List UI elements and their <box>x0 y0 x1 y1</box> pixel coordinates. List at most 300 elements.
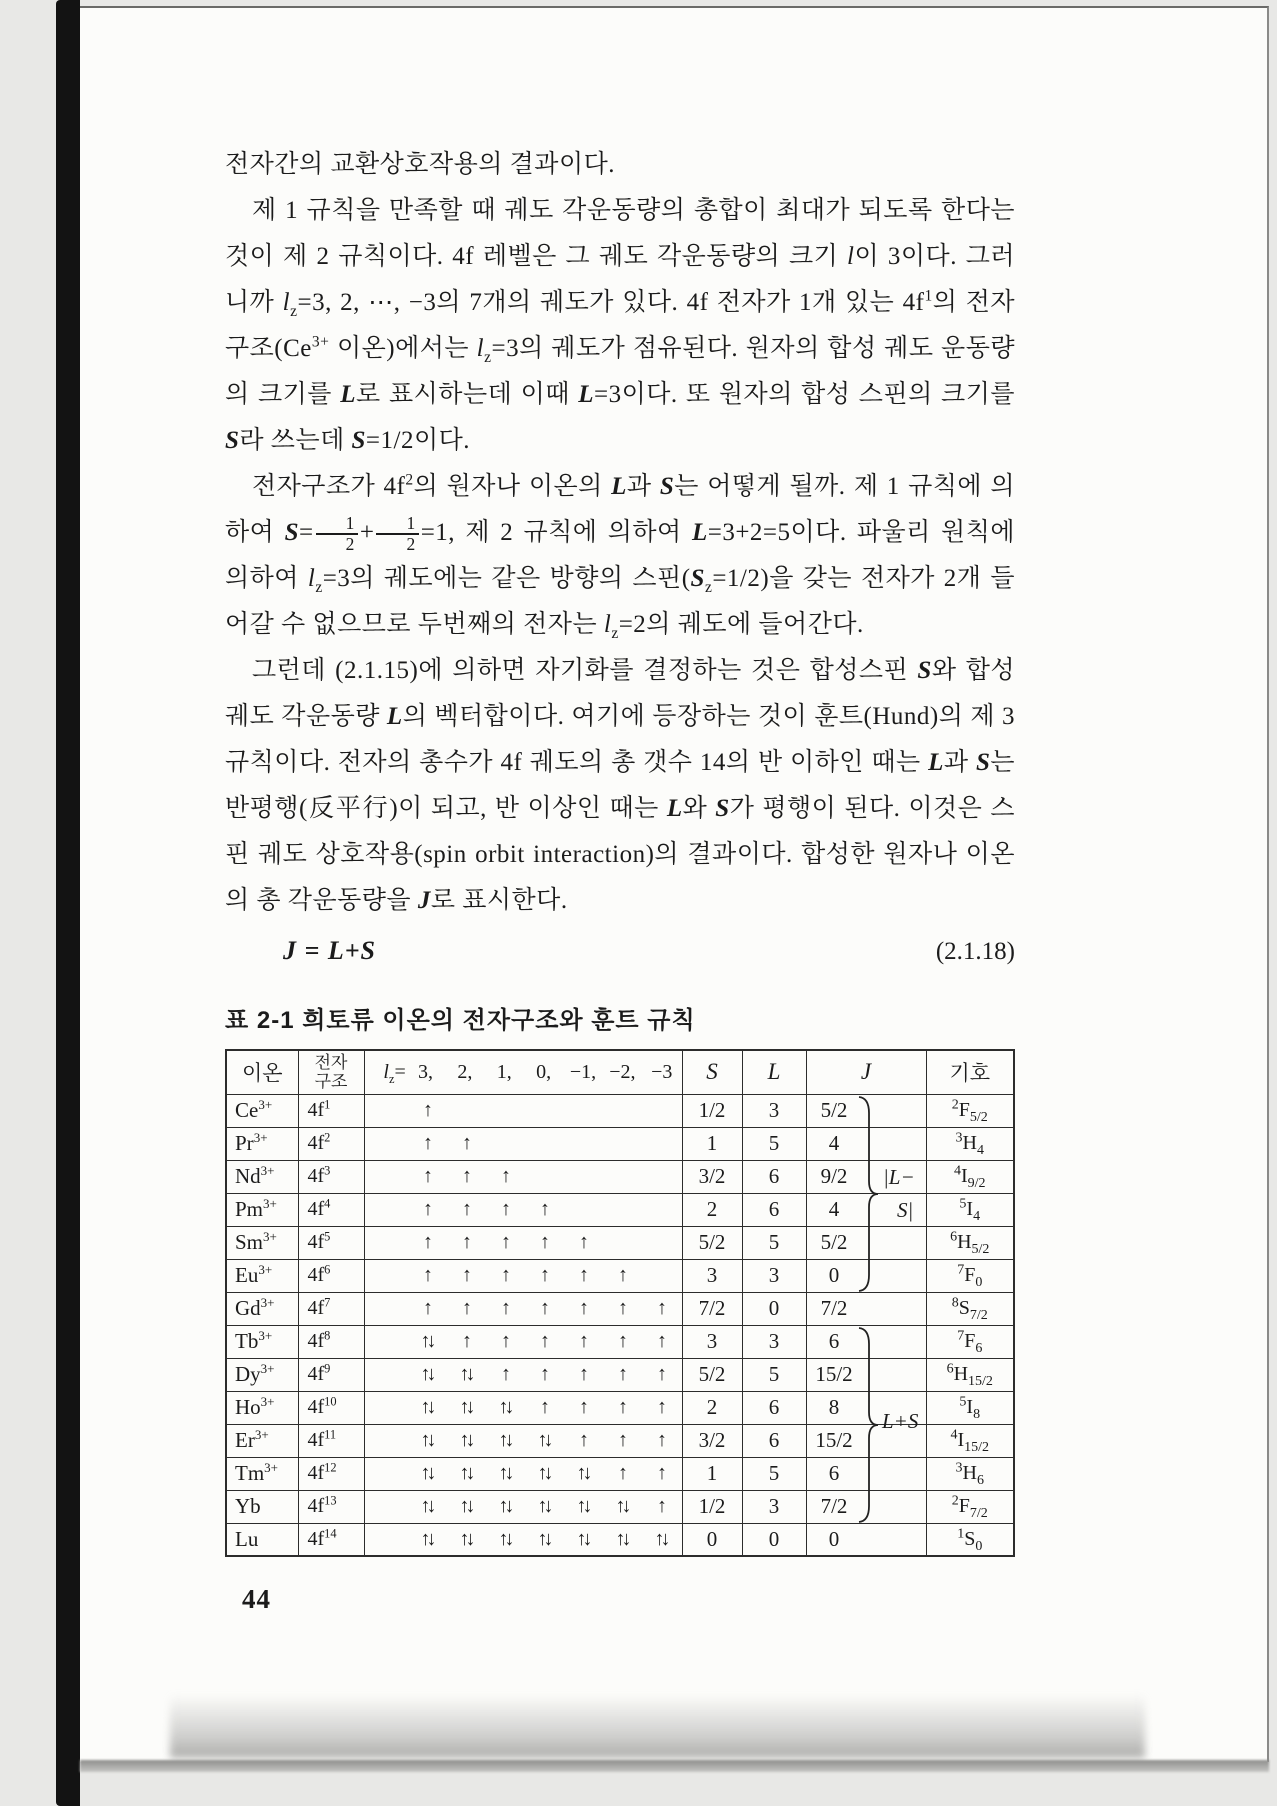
j-value-cell: 15/2 <box>806 1358 926 1391</box>
table-row <box>226 1127 1014 1160</box>
config-label: 4f <box>307 1462 325 1484</box>
brace-label-l-minus-s-line1: |L− <box>883 1165 915 1189</box>
term-symbol-cell <box>926 1193 1014 1226</box>
up-down-arrow-icon: ↑↓ <box>420 1495 433 1517</box>
empty-orbital <box>604 1132 643 1155</box>
equation-number: (2.1.18) <box>935 938 1015 965</box>
up-down-arrow-icon: ↑↓ <box>459 1527 472 1550</box>
arrows-cell <box>364 1127 682 1160</box>
up-arrow-icon: ↑ <box>579 1297 589 1319</box>
ion-cell <box>226 1457 298 1490</box>
empty-orbital <box>643 1264 682 1287</box>
arrows-cell <box>364 1424 682 1457</box>
up-arrow-icon: ↑ <box>501 1198 511 1220</box>
term-letter: H <box>962 1132 977 1154</box>
up-arrow-icon: ↑ <box>540 1363 550 1385</box>
term-letter: S <box>958 1297 970 1319</box>
empty-orbital <box>565 1132 604 1155</box>
orbital-value-cell: 6 <box>742 1193 806 1226</box>
up-arrow-icon: ↑ <box>540 1231 550 1253</box>
lz-tick: −2, <box>609 1060 636 1083</box>
up-arrow-icon: ↑ <box>462 1198 472 1220</box>
orbital-arrows <box>365 1231 682 1254</box>
spin-value-cell: 1/2 <box>682 1490 742 1523</box>
config-count: 1 <box>324 1097 331 1112</box>
arrows-cell <box>364 1523 682 1556</box>
empty-orbital <box>643 1165 682 1188</box>
term-multiplicity: 8 <box>951 1295 959 1311</box>
spin-value-cell: 5/2 <box>682 1226 742 1259</box>
orbital-value-cell: 6 <box>742 1424 806 1457</box>
lz-ticks <box>406 1061 682 1084</box>
term-symbol-cell <box>926 1160 1014 1193</box>
orbital-value-cell: 3 <box>742 1094 806 1127</box>
term-multiplicity: 2 <box>951 1097 959 1113</box>
book-page <box>80 6 1269 1762</box>
paragraph-3: 전자구조가 $4f^2$의 원자나 이온의 L과 S는 어떻게 될까. 제 1 규칙에 의하여 S= $\frac{1}{2}$ + $\frac{1}{2}$ =1, 제 2 규칙에 의하여 L=3+2=5이다. 파울리 원칙에 의하여 $l_z=3$의 궤도에는 같은 방향의 스핀$(S_z=1/2)$을 갖는 전자가 2개 들어갈 수 없으므로 두번째의 전자는 $l_z=2$의 궤도에 들어간다. <box>225 471 1015 642</box>
ion-label: Ce <box>235 1098 259 1122</box>
term-j: 0 <box>975 1275 983 1290</box>
table-row <box>226 1226 1014 1259</box>
spin-value-cell: 3 <box>682 1325 742 1358</box>
orbital-value-cell: 3 <box>742 1325 806 1358</box>
config-count: 12 <box>324 1460 337 1475</box>
brace-l-plus-s <box>857 1326 879 1524</box>
config-label: 4f <box>307 1231 325 1253</box>
up-arrow-icon: ↑ <box>618 1396 628 1418</box>
spin-value-cell: 3/2 <box>682 1424 742 1457</box>
up-down-arrow-icon: ↑↓ <box>420 1429 433 1451</box>
config-count: 6 <box>324 1262 331 1277</box>
config-count: 7 <box>324 1295 331 1310</box>
up-arrow-icon: ↑ <box>579 1363 589 1385</box>
term-letter: F <box>964 1264 976 1286</box>
spin-value-cell: 1/2 <box>682 1094 742 1127</box>
orbital-arrows <box>365 1363 682 1386</box>
term-letter: H <box>962 1462 977 1484</box>
arrows-cell <box>364 1457 682 1490</box>
arrows-cell <box>364 1391 682 1424</box>
empty-orbital <box>526 1132 565 1155</box>
table-row <box>226 1325 1014 1358</box>
equation-expression: J = L+S <box>283 936 376 965</box>
arrows-cell <box>364 1490 682 1523</box>
config-count: 3 <box>324 1163 331 1178</box>
j-value-cell: 0 <box>806 1523 926 1556</box>
term-multiplicity: 6 <box>946 1361 954 1377</box>
up-arrow-icon: ↑ <box>501 1330 511 1352</box>
term-j: 9/2 <box>967 1176 986 1191</box>
up-down-arrow-icon: ↑↓ <box>459 1363 472 1385</box>
up-down-arrow-icon: ↑↓ <box>459 1495 472 1517</box>
orbital-value-cell: 5 <box>742 1127 806 1160</box>
config-cell <box>298 1358 364 1391</box>
empty-orbital <box>487 1132 526 1155</box>
header-total-j: J <box>806 1050 926 1094</box>
up-down-arrow-icon: ↑↓ <box>498 1429 511 1451</box>
up-down-arrow-icon: ↑↓ <box>459 1462 472 1484</box>
paragraph-1: 전자간의 교환상호작용의 결과이다. <box>225 151 616 178</box>
ion-label: Tm <box>235 1461 265 1485</box>
up-down-arrow-icon: ↑↓ <box>576 1527 589 1550</box>
term-letter: I <box>960 1165 968 1187</box>
up-down-arrow-icon: ↑↓ <box>615 1527 628 1550</box>
arrows-cell <box>364 1094 682 1127</box>
up-arrow-icon: ↑ <box>423 1297 433 1319</box>
hund-rules-table <box>225 1049 1015 1557</box>
up-arrow-icon: ↑ <box>579 1429 589 1451</box>
orbital-value-cell: 0 <box>742 1523 806 1556</box>
ion-cell <box>226 1523 298 1556</box>
orbital-arrows <box>365 1099 682 1122</box>
orbital-arrows <box>365 1330 682 1353</box>
orbital-arrows <box>365 1495 682 1518</box>
up-arrow-icon: ↑ <box>462 1330 472 1352</box>
term-multiplicity: 1 <box>957 1526 965 1542</box>
up-arrow-icon: ↑ <box>618 1264 628 1286</box>
up-arrow-icon: ↑ <box>579 1330 589 1352</box>
lz-symbol: l <box>383 1060 389 1083</box>
up-arrow-icon: ↑ <box>579 1264 589 1286</box>
lz-prefix <box>365 1061 406 1084</box>
ion-label: Yb <box>235 1494 261 1518</box>
ion-charge: 3+ <box>260 1361 275 1376</box>
term-symbol-cell <box>926 1259 1014 1292</box>
config-count: 8 <box>324 1328 331 1343</box>
orbital-arrows <box>365 1132 682 1155</box>
term-symbol-cell <box>926 1358 1014 1391</box>
ion-label: Er <box>235 1428 255 1452</box>
empty-orbital <box>565 1198 604 1221</box>
up-arrow-icon: ↑ <box>423 1264 433 1286</box>
ion-label: Tb <box>235 1329 259 1353</box>
term-multiplicity: 2 <box>951 1493 959 1509</box>
term-multiplicity: 7 <box>957 1262 965 1278</box>
up-arrow-icon: ↑ <box>540 1396 550 1418</box>
up-down-arrow-icon: ↑↓ <box>498 1495 511 1517</box>
term-multiplicity: 5 <box>959 1196 967 1212</box>
arrows-cell <box>364 1160 682 1193</box>
header-config-line2: 구조 <box>314 1072 348 1092</box>
config-count: 2 <box>324 1130 331 1145</box>
up-arrow-icon: ↑ <box>540 1297 550 1319</box>
header-ion: 이온 <box>226 1050 298 1094</box>
lz-tick: 3, <box>417 1060 433 1083</box>
ion-cell <box>226 1259 298 1292</box>
term-symbol-cell <box>926 1391 1014 1424</box>
page-bottom-edge <box>80 1760 1269 1772</box>
up-arrow-icon: ↑ <box>423 1198 433 1220</box>
config-count: 4 <box>324 1196 331 1211</box>
up-arrow-icon: ↑ <box>501 1264 511 1286</box>
j-value-cell: 5/2 <box>806 1094 926 1127</box>
ion-cell <box>226 1358 298 1391</box>
empty-orbital <box>643 1099 682 1122</box>
term-multiplicity: 6 <box>950 1229 958 1245</box>
ion-label: Eu <box>235 1263 259 1287</box>
up-down-arrow-icon: ↑↓ <box>420 1363 433 1385</box>
orbital-arrows <box>365 1462 682 1485</box>
header-orbital: L <box>742 1050 806 1094</box>
up-down-arrow-icon: ↑↓ <box>537 1462 550 1484</box>
term-letter: I <box>957 1429 965 1451</box>
table-header-row <box>226 1050 1014 1094</box>
orbital-arrows <box>365 1264 682 1287</box>
book-spine <box>56 0 80 1806</box>
ion-label: Ho <box>235 1395 261 1419</box>
config-cell <box>298 1391 364 1424</box>
term-symbol-cell <box>926 1490 1014 1523</box>
ion-label: Nd <box>235 1164 261 1188</box>
term-j: 6 <box>975 1341 983 1356</box>
brace-label-l-minus-s-line2: S| <box>897 1198 914 1222</box>
up-arrow-icon: ↑ <box>657 1330 667 1352</box>
up-arrow-icon: ↑ <box>579 1396 589 1418</box>
term-multiplicity: 5 <box>959 1394 967 1410</box>
orbital-arrows <box>365 1429 682 1452</box>
term-letter: H <box>953 1363 969 1385</box>
spin-value-cell: 3 <box>682 1259 742 1292</box>
j-value-cell: 7/2 <box>806 1490 926 1523</box>
ion-cell <box>226 1094 298 1127</box>
up-arrow-icon: ↑ <box>579 1231 589 1253</box>
up-arrow-icon: ↑ <box>501 1363 511 1385</box>
ion-label: Sm <box>235 1230 264 1254</box>
ion-label: Gd <box>235 1296 261 1320</box>
header-lz <box>364 1050 682 1094</box>
empty-orbital <box>487 1099 526 1122</box>
brace-l-minus-s <box>857 1095 879 1293</box>
empty-orbital <box>604 1198 643 1221</box>
ion-charge: 3+ <box>253 1130 268 1145</box>
orbital-value-cell: 6 <box>742 1160 806 1193</box>
orbital-arrows <box>365 1297 682 1320</box>
ion-charge: 3+ <box>260 1295 275 1310</box>
brace-label-l-plus-s: L+S <box>882 1409 919 1433</box>
orbital-value-cell: 6 <box>742 1391 806 1424</box>
ion-cell <box>226 1292 298 1325</box>
header-spin: S <box>682 1050 742 1094</box>
term-symbol-cell <box>926 1457 1014 1490</box>
table-row <box>226 1490 1014 1523</box>
lz-equals: = <box>394 1060 406 1083</box>
spin-value-cell: 2 <box>682 1391 742 1424</box>
config-count: 13 <box>324 1493 337 1508</box>
up-arrow-icon: ↑ <box>657 1363 667 1385</box>
j-value-cell: 4 <box>806 1193 926 1226</box>
lz-header <box>365 1061 682 1084</box>
orbital-value-cell: 0 <box>742 1292 806 1325</box>
lz-tick: −3 <box>651 1060 673 1083</box>
term-letter: F <box>958 1099 970 1121</box>
ion-charge: 3+ <box>258 1097 273 1112</box>
term-letter: F <box>958 1495 970 1517</box>
config-count: 5 <box>324 1229 331 1244</box>
term-multiplicity: 4 <box>950 1427 958 1443</box>
config-cell <box>298 1457 364 1490</box>
term-j: 7/2 <box>969 1506 988 1521</box>
config-label: 4f <box>307 1099 325 1121</box>
up-arrow-icon: ↑ <box>501 1297 511 1319</box>
config-label: 4f <box>307 1330 325 1352</box>
up-down-arrow-icon: ↑↓ <box>420 1462 433 1484</box>
ion-cell <box>226 1424 298 1457</box>
lz-tick: 2, <box>457 1060 473 1083</box>
term-j: 4 <box>976 1143 984 1158</box>
up-arrow-icon: ↑ <box>462 1264 472 1286</box>
table-wrap <box>225 1049 1013 1557</box>
table-row <box>226 1523 1014 1556</box>
term-j: 5/2 <box>969 1110 988 1125</box>
ion-cell <box>226 1193 298 1226</box>
spin-value-cell: 1 <box>682 1457 742 1490</box>
term-j: 7/2 <box>969 1308 988 1323</box>
term-j: 15/2 <box>964 1440 990 1455</box>
ion-cell <box>226 1325 298 1358</box>
config-cell <box>298 1094 364 1127</box>
term-symbol-cell <box>926 1226 1014 1259</box>
ion-label: Lu <box>235 1526 259 1551</box>
j-value-cell: 6 <box>806 1325 926 1358</box>
config-label: 4f <box>307 1363 325 1385</box>
term-symbol-cell <box>926 1127 1014 1160</box>
spin-value-cell: 1 <box>682 1127 742 1160</box>
spin-value-cell: 3/2 <box>682 1160 742 1193</box>
config-label: 4f <box>307 1495 325 1517</box>
config-label: 4f <box>307 1297 325 1319</box>
config-cell <box>298 1292 364 1325</box>
up-arrow-icon: ↑ <box>423 1099 433 1121</box>
ion-cell <box>226 1160 298 1193</box>
config-label: 4f <box>307 1165 325 1187</box>
term-j: 0 <box>975 1538 983 1554</box>
term-multiplicity: 3 <box>955 1130 963 1146</box>
term-symbol-cell <box>926 1325 1014 1358</box>
term-j: 5/2 <box>971 1242 990 1257</box>
table-row <box>226 1259 1014 1292</box>
spin-value-cell: 2 <box>682 1193 742 1226</box>
up-down-arrow-icon: ↑↓ <box>498 1527 511 1550</box>
term-multiplicity: 7 <box>957 1328 965 1344</box>
ion-charge: 3+ <box>258 1328 273 1343</box>
config-count: 9 <box>324 1361 331 1376</box>
up-down-arrow-icon: ↑↓ <box>654 1527 667 1550</box>
up-down-arrow-icon: ↑↓ <box>537 1495 550 1517</box>
orbital-value-cell: 3 <box>742 1259 806 1292</box>
config-label: 4f <box>307 1429 325 1451</box>
ion-cell <box>226 1226 298 1259</box>
term-multiplicity: 4 <box>953 1163 961 1179</box>
term-letter: H <box>957 1231 972 1253</box>
orbital-arrows <box>365 1165 682 1188</box>
up-down-arrow-icon: ↑↓ <box>420 1330 433 1352</box>
up-arrow-icon: ↑ <box>657 1429 667 1451</box>
term-symbol-cell <box>926 1523 1014 1556</box>
lz-tick: 1, <box>496 1060 512 1083</box>
ion-label: Pm <box>235 1197 264 1221</box>
empty-orbital <box>643 1231 682 1254</box>
header-config-line1: 전자 <box>314 1053 348 1073</box>
arrows-cell <box>364 1292 682 1325</box>
up-arrow-icon: ↑ <box>618 1297 628 1319</box>
empty-orbital <box>604 1165 643 1188</box>
ion-cell <box>226 1490 298 1523</box>
up-arrow-icon: ↑ <box>618 1429 628 1451</box>
ion-charge: 3+ <box>254 1427 269 1442</box>
up-arrow-icon: ↑ <box>462 1132 472 1154</box>
up-arrow-icon: ↑ <box>501 1165 511 1187</box>
term-j: 4 <box>973 1209 981 1224</box>
orbital-value-cell: 3 <box>742 1490 806 1523</box>
term-symbol-cell <box>926 1292 1014 1325</box>
j-value-cell: 4 <box>806 1127 926 1160</box>
orbital-value-cell: 5 <box>742 1457 806 1490</box>
empty-orbital <box>448 1099 487 1122</box>
paragraph-4: 그런데 (2.1.15)에 의하면 자기화를 결정하는 것은 합성스핀 S와 합성 궤도 각운동량 L의 벡터합이다. 여기에 등장하는 것이 훈트(Hund)의 제 3 규칙이다. 전자의 총수가 4f 궤도의 총 갯수 14의 반 이하인 때는 L과 S는 반평행(反平行)이 되고, 반 이상인 때는 L와 S가 평행이 된다. 이것은 스핀 궤도 상호작용(spin orbit interaction)의 결과이다. 합성한 원자나 이온의 총 각운동량을 J로 표시한다. <box>225 657 1016 914</box>
up-arrow-icon: ↑ <box>540 1330 550 1352</box>
empty-orbital <box>526 1099 565 1122</box>
up-arrow-icon: ↑ <box>501 1231 511 1253</box>
lz-subscript: z <box>388 1071 395 1086</box>
spin-value-cell: 0 <box>682 1523 742 1556</box>
up-arrow-icon: ↑ <box>657 1396 667 1418</box>
config-cell <box>298 1523 364 1556</box>
table-caption: 표 2-1 희토류 이온의 전자구조와 훈트 규칙 <box>225 1007 696 1034</box>
up-arrow-icon: ↑ <box>423 1132 433 1154</box>
up-arrow-icon: ↑ <box>462 1165 472 1187</box>
equation-2-1-18 <box>225 936 1015 966</box>
term-j: 8 <box>973 1407 981 1422</box>
empty-orbital <box>526 1165 565 1188</box>
lz-tick: 0, <box>536 1060 552 1083</box>
up-arrow-icon: ↑ <box>462 1297 472 1319</box>
config-cell <box>298 1325 364 1358</box>
spin-value-cell: 7/2 <box>682 1292 742 1325</box>
ion-cell <box>226 1391 298 1424</box>
term-symbol-cell <box>926 1094 1014 1127</box>
lz-tick: −1, <box>569 1060 597 1083</box>
ion-charge: 3+ <box>258 1262 273 1277</box>
config-label: 4f <box>307 1132 325 1154</box>
up-down-arrow-icon: ↑↓ <box>498 1462 511 1484</box>
up-down-arrow-icon: ↑↓ <box>537 1429 550 1451</box>
up-down-arrow-icon: ↑↓ <box>537 1527 550 1550</box>
term-letter: F <box>964 1330 976 1352</box>
ion-label: Dy <box>235 1362 261 1386</box>
ion-charge: 3+ <box>263 1229 277 1244</box>
up-arrow-icon: ↑ <box>618 1462 628 1484</box>
up-arrow-icon: ↑ <box>657 1462 667 1484</box>
up-down-arrow-icon: ↑↓ <box>459 1396 472 1418</box>
j-value-cell: 9/2 <box>806 1160 926 1193</box>
empty-orbital <box>604 1231 643 1254</box>
j-value-cell: 8 <box>806 1391 926 1424</box>
config-label: 4f <box>307 1396 325 1418</box>
j-value-cell: 0 <box>806 1259 926 1292</box>
up-arrow-icon: ↑ <box>423 1165 433 1187</box>
config-cell <box>298 1193 364 1226</box>
empty-orbital <box>643 1132 682 1155</box>
ion-label: Pr <box>235 1131 254 1155</box>
table-row <box>226 1094 1014 1127</box>
up-down-arrow-icon: ↑↓ <box>615 1495 628 1517</box>
up-arrow-icon: ↑ <box>618 1363 628 1385</box>
up-down-arrow-icon: ↑↓ <box>459 1429 472 1451</box>
up-down-arrow-icon: ↑↓ <box>498 1396 511 1418</box>
j-value-cell: 15/2 <box>806 1424 926 1457</box>
arrows-cell <box>364 1193 682 1226</box>
ion-charge: 3+ <box>264 1460 279 1475</box>
